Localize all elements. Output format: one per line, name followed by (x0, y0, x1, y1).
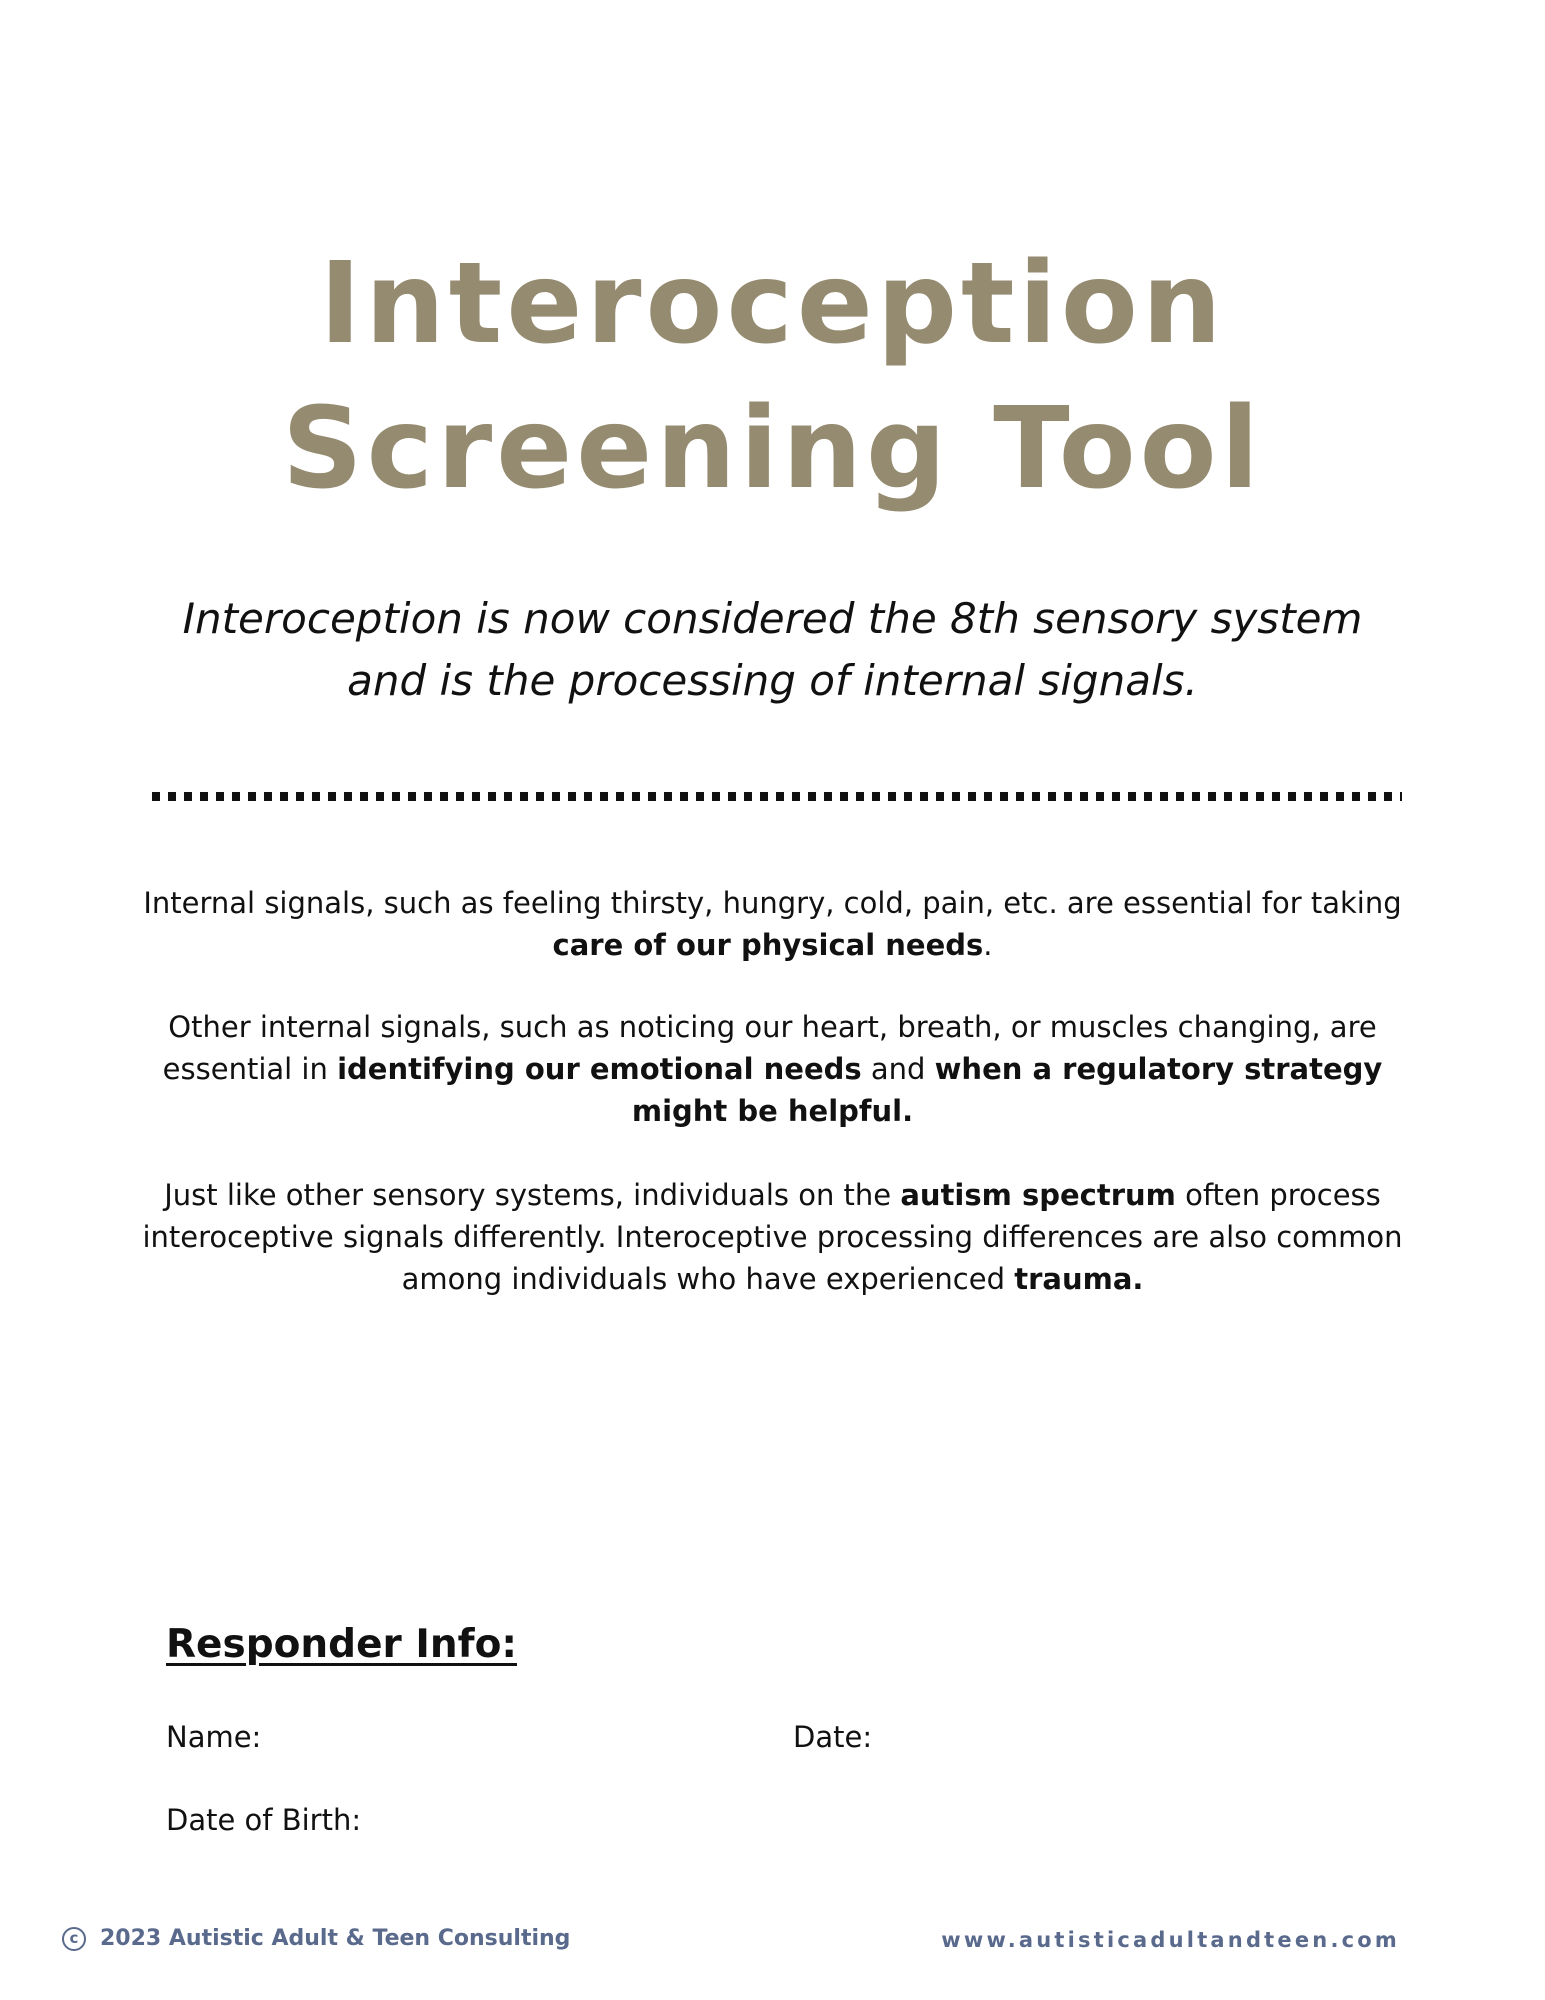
title-line-1: Interoception (319, 239, 1226, 369)
paragraph-emphasis: identifying our emotional needs (337, 1052, 862, 1086)
paragraph-text: . (983, 928, 993, 962)
dotted-divider (152, 792, 1402, 801)
date-field-label: Date: (793, 1720, 873, 1754)
copyright-icon: c (62, 1927, 86, 1951)
title-line-2: Screening Tool (281, 384, 1264, 514)
subtitle-line-2: and is the processing of internal signals. (347, 656, 1198, 705)
responder-info-heading: Responder Info: (166, 1622, 517, 1667)
paragraph-text: Other internal signals, such as noticing our heart, breath, or muscles changing, are essential in (162, 1010, 1377, 1086)
paragraph-text: often process interoceptive signals differently. Interoceptive processing differences are also common among individuals who have experienced (142, 1178, 1403, 1296)
date-of-birth-field-label: Date of Birth: (166, 1803, 362, 1837)
paragraph-text: Just like other sensory systems, individuals on the (164, 1178, 901, 1212)
subtitle (120, 588, 1425, 712)
paragraph-text: Internal signals, such as feeling thirsty, hungry, cold, pain, etc. are essential for taking (143, 886, 1402, 920)
copyright-text: 2023 Autistic Adult & Teen Consulting (100, 1926, 571, 1951)
paragraph-emphasis: trauma. (1014, 1262, 1144, 1296)
paragraph-physical-needs (140, 882, 1405, 966)
paragraph-emphasis: when a regulatory strategy might be helpful. (631, 1052, 1383, 1128)
subtitle-line-1: Interoception is now considered the 8th sensory system (182, 594, 1363, 643)
paragraph-emphasis: care of our physical needs (552, 928, 984, 962)
paragraph-emotional-needs (140, 1006, 1405, 1132)
paragraph-autism-trauma (140, 1174, 1405, 1300)
paragraph-text: and (861, 1052, 935, 1086)
website-link[interactable]: www.autisticadultandteen.com (941, 1928, 1400, 1952)
name-field-label: Name: (166, 1720, 262, 1754)
footer-copyright (62, 1926, 570, 1951)
paragraph-emphasis: autism spectrum (900, 1178, 1176, 1212)
